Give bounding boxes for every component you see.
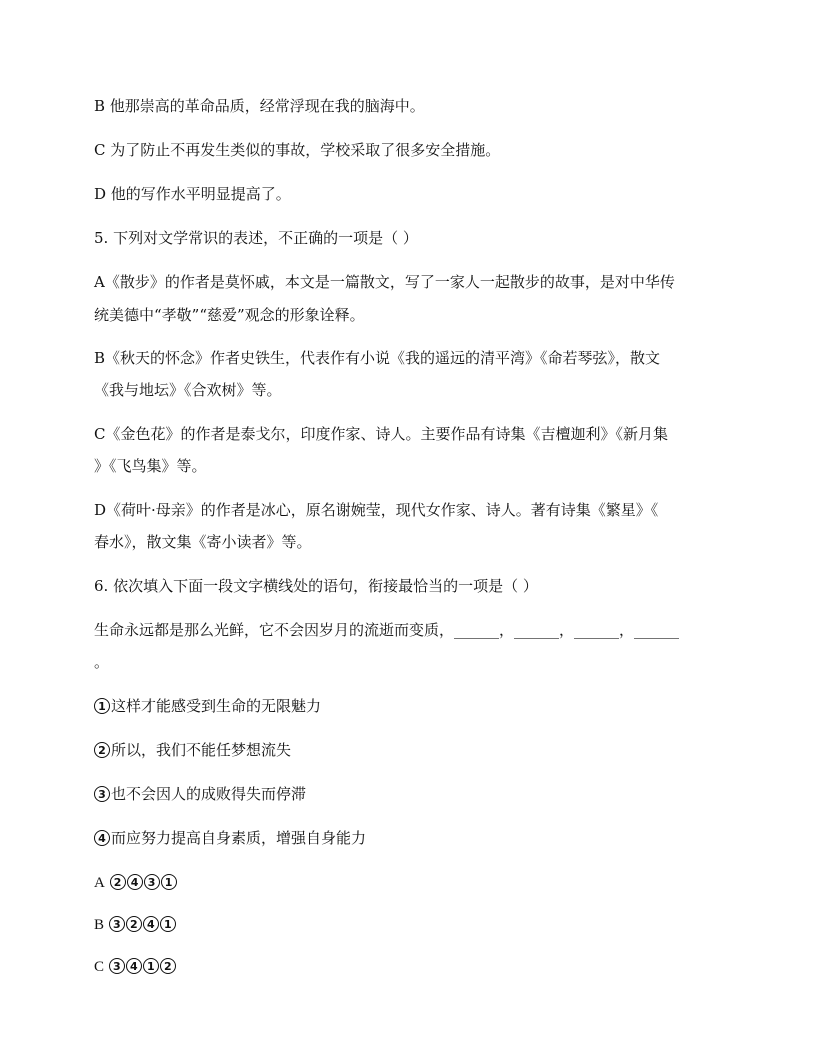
q6-option-a bbox=[94, 872, 178, 893]
circled-number: 1 bbox=[161, 874, 177, 890]
q6-option-c bbox=[94, 956, 177, 977]
circled-number: 4 bbox=[126, 958, 142, 974]
circled-number: 1 bbox=[94, 698, 110, 714]
option-label: A bbox=[94, 875, 105, 891]
sentence-text: 也不会因人的成败得失而停滞 bbox=[111, 785, 307, 803]
circled-number: 3 bbox=[109, 958, 125, 974]
sentence-text: 这样才能感受到生命的无限魅力 bbox=[111, 697, 322, 715]
q6-stem: 6. 依次填入下面一段文字横线处的语句，衔接最恰当的一项是（ ） bbox=[94, 577, 538, 595]
q6-passage-line1: 生命永远都是那么光鲜，它不会因岁月的流逝而变质，______，______，______，______ bbox=[94, 621, 680, 639]
q5-option-b-line2: 《我与地坛》《合欢树》等。 bbox=[94, 381, 282, 399]
circled-number: 2 bbox=[160, 958, 176, 974]
circled-number: 3 bbox=[144, 874, 160, 890]
circled-number: 2 bbox=[110, 874, 126, 890]
circled-number: 4 bbox=[127, 874, 143, 890]
circled-number: 2 bbox=[126, 916, 142, 932]
q6-sentence-2 bbox=[94, 740, 291, 760]
q4-option-c: C 为了防止不再发生类似的事故，学校采取了很多安全措施。 bbox=[94, 141, 501, 159]
option-label: C bbox=[94, 959, 105, 975]
q5-option-d-line1: D《荷叶·母亲》的作者是冰心，原名谢婉莹，现代女作家、诗人。著有诗集《繁星》《 bbox=[94, 501, 659, 519]
circled-number: 3 bbox=[94, 786, 110, 802]
circled-number: 4 bbox=[143, 916, 159, 932]
q5-option-a-line2: 统美德中“孝敬”“慈爱”观念的形象诠释。 bbox=[94, 306, 365, 324]
q5-option-c-line2: 》《飞鸟集》等。 bbox=[94, 457, 207, 475]
q5-option-b-line1: B《秋天的怀念》作者史铁生，代表作有小说《我的遥远的清平湾》《命若琴弦》，散文 bbox=[94, 349, 661, 367]
circled-number: 2 bbox=[94, 742, 110, 758]
circled-number: 1 bbox=[143, 958, 159, 974]
q5-stem: 5. 下列对文学常识的表述，不正确的一项是（ ） bbox=[94, 229, 418, 247]
q6-sentence-3 bbox=[94, 784, 306, 804]
circled-number: 1 bbox=[160, 916, 176, 932]
q5-option-d-line2: 春水》，散文集《寄小读者》等。 bbox=[94, 533, 312, 551]
option-label: B bbox=[94, 917, 105, 933]
sentence-text: 所以，我们不能任梦想流失 bbox=[111, 741, 292, 759]
q6-passage-line2: 。 bbox=[94, 653, 110, 671]
q6-sentence-4 bbox=[94, 828, 366, 848]
q6-sentence-1 bbox=[94, 696, 321, 716]
q5-option-c-line1: C《金色花》的作者是泰戈尔，印度作家、诗人。主要作品有诗集《吉檀迦利》《新月集 bbox=[94, 425, 668, 443]
q6-option-b bbox=[94, 914, 177, 935]
q5-option-a-line1: A《散步》的作者是莫怀戚，本文是一篇散文，写了一家人一起散步的故事，是对中华传 bbox=[94, 273, 675, 291]
q4-option-d: D 他的写作水平明显提高了。 bbox=[94, 185, 291, 203]
circled-number: 4 bbox=[94, 830, 110, 846]
circled-number: 3 bbox=[109, 916, 125, 932]
sentence-text: 而应努力提高自身素质，增强自身能力 bbox=[111, 829, 367, 847]
q4-option-b: B 他那崇高的革命品质，经常浮现在我的脑海中。 bbox=[94, 97, 425, 115]
